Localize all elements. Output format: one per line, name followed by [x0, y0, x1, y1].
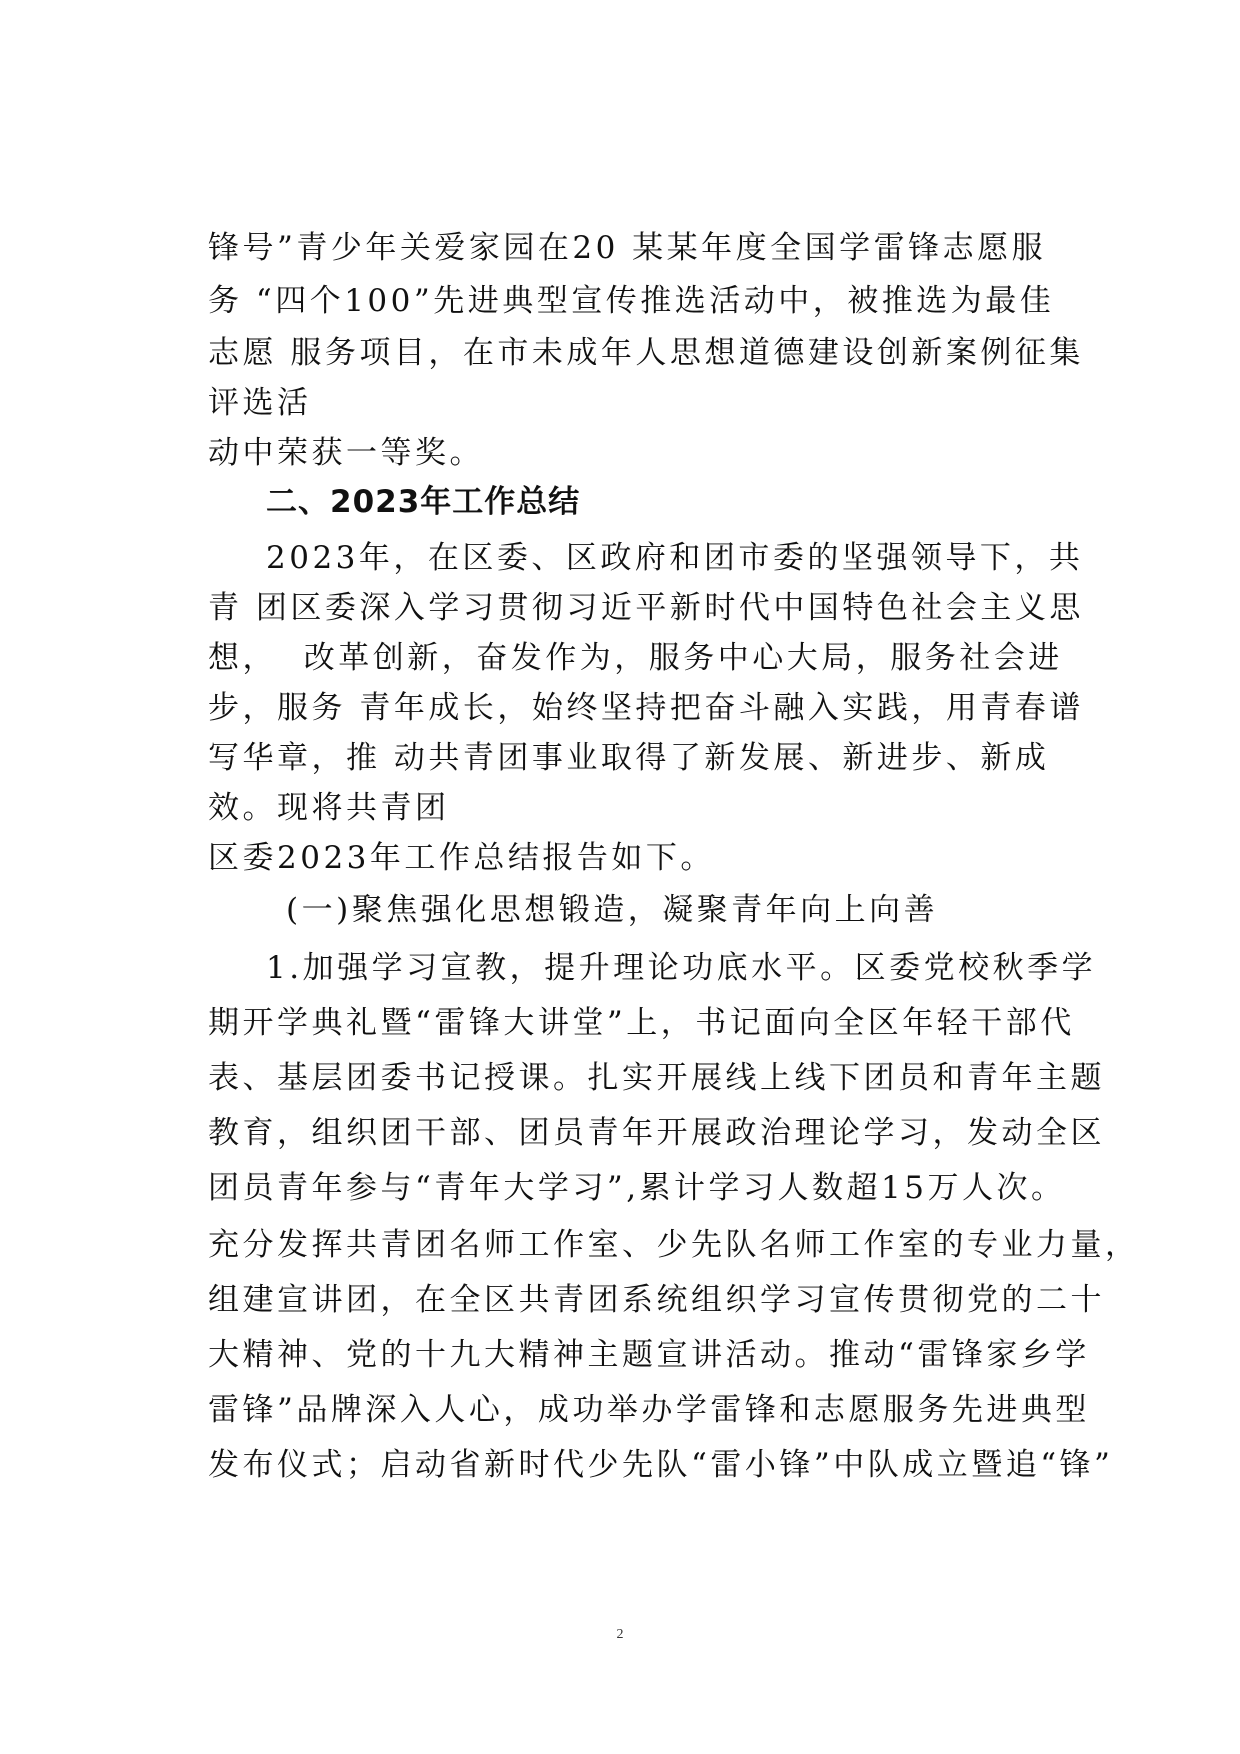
- text-line: 表、基层团委书记授课。扎实开展线上线下团员和青年主题: [208, 1060, 1105, 1096]
- text-line: 效。现将共青团: [208, 790, 450, 826]
- text-line: 评选活: [208, 385, 312, 421]
- page-number: 2: [616, 1627, 624, 1642]
- text-line: 动中荣获一等奖。: [208, 435, 484, 471]
- text-line: 1.加强学习宣教，提升理论功底水平。区委党校秋季学: [266, 950, 1097, 986]
- text-line: 充分发挥共青团名师工作室、少先队名师工作室的专业力量，: [208, 1227, 1140, 1263]
- text-line: 发布仪式；启动省新时代少先队“雷小锋”中队成立暨追“锋”: [208, 1447, 1114, 1483]
- text-line: 想， 改革创新，奋发作为，服务中心大局，服务社会进: [208, 640, 1063, 676]
- section-heading: 二、2023年工作总结: [266, 484, 581, 520]
- subsection-heading: (一)聚焦强化思想锻造，凝聚青年向上向善: [286, 892, 939, 928]
- text-line: 组建宣讲团，在全区共青团系统组织学习宣传贯彻党的二十: [208, 1282, 1105, 1318]
- text-line: 写华章，推 动共青团事业取得了新发展、新进步、新成: [208, 740, 1050, 776]
- text-line: 2023年，在区委、区政府和团市委的坚强领导下，共: [266, 540, 1084, 576]
- text-line: 区委2023年工作总结报告如下。: [208, 840, 715, 876]
- text-line: 务 “四个100”先进典型宣传推选活动中，被推选为最佳: [208, 283, 1055, 319]
- text-line: 步，服务 青年成长，始终坚持把奋斗融入实践，用青春谱: [208, 690, 1084, 726]
- text-line: 锋号”青少年关爱家园在20 某某年度全国学雷锋志愿服: [208, 230, 1047, 266]
- text-line: 团员青年参与“青年大学习”,累计学习人数超15万人次。: [208, 1170, 1066, 1206]
- text-line: 志愿 服务项目，在市未成年人思想道德建设创新案例征集: [208, 335, 1084, 371]
- text-line: 青 团区委深入学习贯彻习近平新时代中国特色社会主义思: [208, 590, 1084, 626]
- text-line: 教育，组织团干部、团员青年开展政治理论学习，发动全区: [208, 1115, 1105, 1151]
- text-line: 期开学典礼暨“雷锋大讲堂”上，书记面向全区年轻干部代: [208, 1005, 1075, 1041]
- text-line: 雷锋”品牌深入人心，成功举办学雷锋和志愿服务先进典型: [208, 1392, 1090, 1428]
- text-line: 大精神、党的十九大精神主题宣讲活动。推动“雷锋家乡学: [208, 1337, 1090, 1373]
